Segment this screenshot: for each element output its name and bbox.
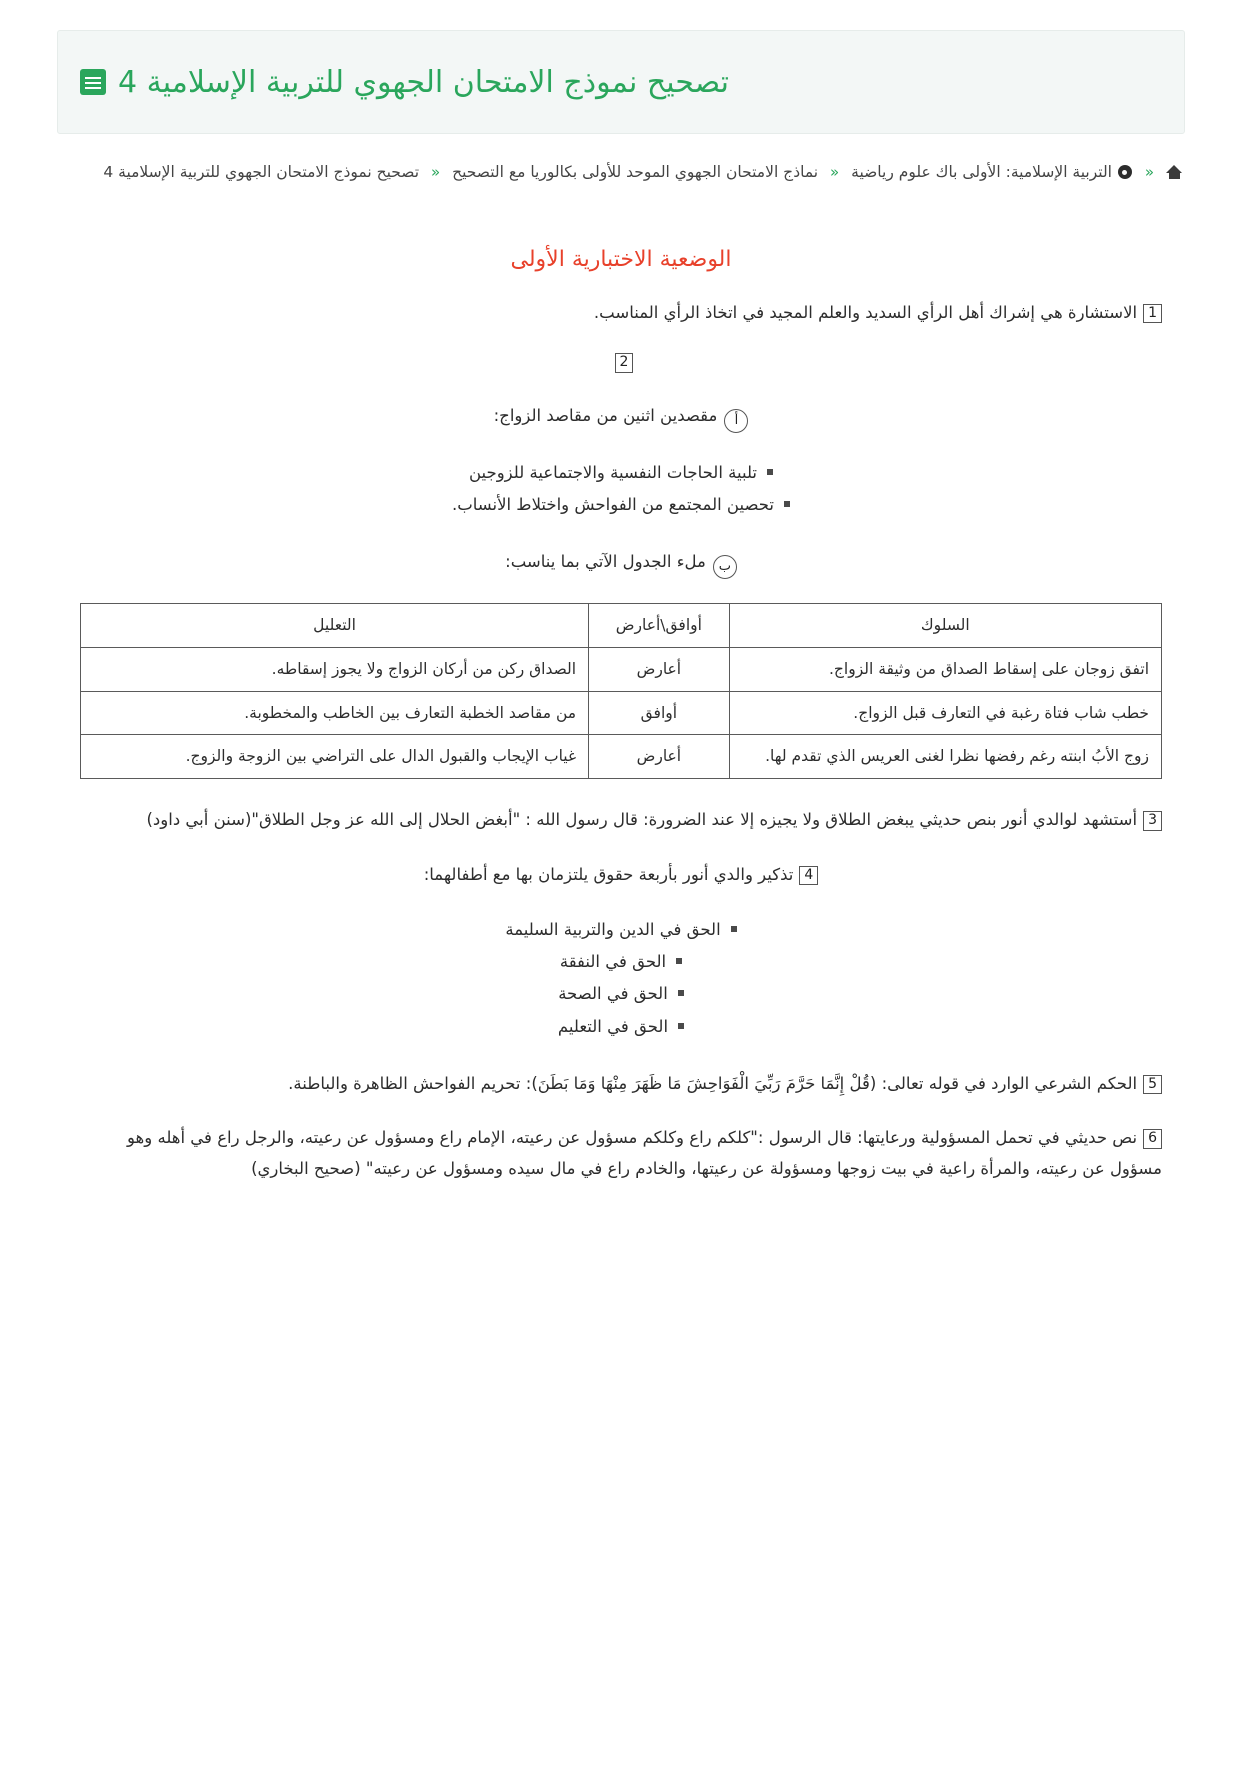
breadcrumb-item-1[interactable]: التربية الإسلامية: الأولى باك علوم رياضية: [851, 163, 1112, 181]
list-item: [80, 489, 1162, 521]
table-row: [81, 735, 1162, 779]
list-item-label: الحق في النفقة: [559, 952, 667, 972]
list-item: [80, 1011, 1162, 1043]
question-5-number: 5: [1143, 1075, 1162, 1095]
table-header-row: [81, 603, 1162, 647]
part-b-letter: ب: [713, 555, 737, 579]
question-6-text: نص حديثي في تحمل المسؤولية ورعايتها: قال الرسول :"كلكم راع وكلكم مسؤول عن رعيته، الإمام راع ومسؤول عن رعيته، والرجل راع في أهله وهو مسؤول عن رعيته، والمرأة راعية في بيت زوجها ومسؤولة عن رعيتها، والخادم راع في مال سيده ومسؤول عن رعيته" (صحيح البخاري): [127, 1128, 1162, 1178]
list-item: [80, 978, 1162, 1010]
table-row: [81, 647, 1162, 691]
cell-reason: الصداق ركن من أركان الزواج ولا يجوز إسقاطه.: [81, 647, 589, 691]
part-a-text: مقصدين اثنين من مقاصد الزواج:: [493, 405, 718, 425]
question-2-part-b: [80, 547, 1162, 579]
list-item: [80, 914, 1162, 946]
cell-behavior: زوج الأبُ ابنته رغم رفضها نظرا لغنى العريس الذي تقدم لها.: [729, 735, 1161, 779]
breadcrumb-separator-3: «: [430, 163, 441, 181]
question-6: [80, 1123, 1162, 1184]
bullet-square-icon: [678, 990, 684, 996]
list-item-label: تحصين المجتمع من الفواحش واختلاط الأنساب.: [451, 494, 775, 514]
gear-icon[interactable]: [1117, 164, 1133, 180]
page-title: تصحيح نموذج الامتحان الجهوي للتربية الإسلامية 4: [118, 64, 729, 100]
question-1-number: 1: [1143, 304, 1162, 324]
list-item-label: الحق في الدين والتربية السليمة: [505, 920, 721, 940]
part-a-letter: أ: [724, 409, 748, 433]
home-icon[interactable]: [1166, 165, 1183, 179]
main-content: [80, 247, 1162, 1185]
bullet-square-icon: [676, 958, 682, 964]
question-3: [80, 805, 1162, 836]
cell-opinion: أعارض: [589, 735, 730, 779]
question-3-text: أستشهد لوالدي أنور بنص حديثي يبغض الطلاق ولا يجيزه إلا عند الضرورة: قال رسول الله : "أبغض الحلال إلى الله عز وجل الطلاق"(سنن أبي داود): [146, 810, 1138, 830]
breadcrumb-item-2[interactable]: نماذج الامتحان الجهوي الموحد للأولى بكالوريا مع التصحيح: [452, 163, 819, 181]
part-b-text: ملء الجدول الآتي بما يناسب:: [505, 551, 706, 571]
question-4: [80, 860, 1162, 891]
cell-behavior: اتفق زوجان على إسقاط الصداق من وثيقة الزواج.: [729, 647, 1161, 691]
list-item-label: الحق في الصحة: [558, 984, 668, 1004]
bullet-square-icon: [767, 469, 773, 475]
bullet-square-icon: [784, 501, 790, 507]
cell-behavior: خطب شاب فتاة رغبة في التعارف قبل الزواج.: [729, 691, 1161, 735]
list-item: [80, 457, 1162, 489]
list-item-label: تلبية الحاجات النفسية والاجتماعية للزوجين: [468, 462, 758, 482]
question-4-text: تذكير والدي أنور بأربعة حقوق يلتزمان بها مع أطفالهما:: [423, 864, 794, 884]
cell-opinion: أعارض: [589, 647, 730, 691]
table-header-opinion: أوافق\أعارض: [589, 603, 730, 647]
question-1-text: الاستشارة هي إشراك أهل الرأي السديد والعلم المجيد في اتخاذ الرأي المناسب.: [593, 302, 1138, 322]
list-item-label: الحق في التعليم: [557, 1016, 669, 1036]
question-4-number: 4: [799, 866, 818, 886]
page-root: [0, 30, 1242, 1784]
section-title: الوضعية الاختبارية الأولى: [510, 246, 732, 272]
question-3-number: 3: [1143, 811, 1162, 831]
part-a-bullets: [80, 457, 1162, 521]
cell-reason: من مقاصد الخطبة التعارف بين الخاطب والمخطوبة.: [81, 691, 589, 735]
table-row: [81, 691, 1162, 735]
question-5-text: الحكم الشرعي الوارد في قوله تعالى: (قُلْ إِنَّمَا حَرَّمَ رَبِّيَ الْفَوَاحِشَ مَا ظَهَرَ مِنْهَا وَمَا بَطَنَ): تحريم الفواحش الظاهرة والباطنة.: [288, 1073, 1138, 1093]
question-2-part-a: [80, 401, 1162, 433]
breadcrumb[interactable]: [57, 156, 1185, 189]
breadcrumb-separator-2: «: [830, 163, 840, 181]
breadcrumb-separator-1: «: [1144, 163, 1155, 181]
bullet-square-icon: [731, 926, 737, 932]
page-header: [57, 30, 1185, 134]
table-header-reason: التعليل: [81, 603, 589, 647]
list-icon: [80, 69, 106, 95]
question-2-number: 2: [615, 353, 634, 373]
question-6-number: 6: [1143, 1129, 1162, 1149]
bullet-square-icon: [678, 1023, 684, 1029]
breadcrumb-item-3[interactable]: تصحيح نموذج الامتحان الجهوي للتربية الإسلامية 4: [103, 163, 420, 181]
cell-opinion: أوافق: [589, 691, 730, 735]
table-header-behavior: السلوك: [729, 603, 1161, 647]
question-1: [80, 298, 1162, 329]
cell-reason: غياب الإيجاب والقبول الدال على التراضي بين الزوجة والزوج.: [81, 735, 589, 779]
question-4-bullets: [80, 914, 1162, 1043]
answers-table: [80, 603, 1162, 779]
list-item: [80, 946, 1162, 978]
question-2-header: [80, 352, 1162, 373]
question-5: [80, 1069, 1162, 1100]
